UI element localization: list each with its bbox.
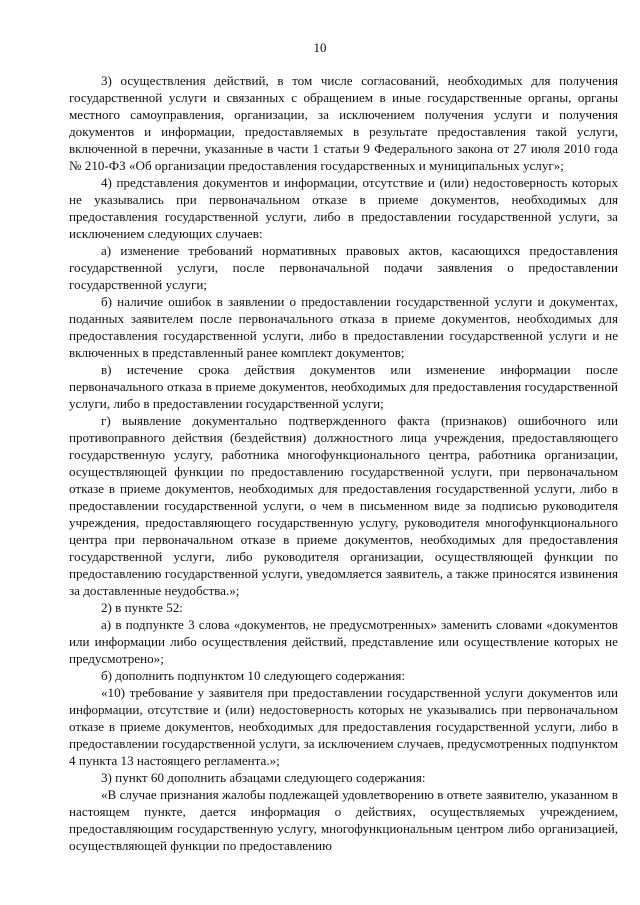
paragraph: 4) представления документов и информации, отсутствие и (или) недостоверность которых не указывались при первоначальном отказе в приеме документов, необходимых для предоставления государственной услуги, либо в предоставлении государственной услуги, за исключением следующих случаев: [69,175,618,241]
paragraph: б) дополнить подпунктом 10 следующего содержания: [101,668,406,683]
paragraph: г) выявление документально подтвержденного факта (признаков) ошибочного или противоправного действия (бездействия) должностного лица учреждения, предоставляющего государственную услугу, работника многофункционального центра, работника организации, осуществляющей функции по предоставлению государственной услуги, при первоначальном отказе в приеме документов, необходимых для предоставления государственной услуги, либо в предоставлении государственной услуги, о чем в письменном виде за подписью руководителя учреждения, предоставляющего государственную услугу, руководителя многофункционального центра при первоначальном отказе в приеме документов, необходимых для предоставления государственной услуги, либо руководителя организации, осуществляющей функции по предоставлению государственной услуги, уведомляется заявитель, а также приносятся извинения за доставленные неудобства.»; [69,413,618,598]
page-number: 10 [313,40,327,55]
paragraph: «10) требование у заявителя при предоставлении государственной услуги документов или информации, отсутствие и (или) недостоверность которых не указывались при первоначальном отказе в приеме документов, необходимых для предоставления государственной услуги, либо в предоставлении государственной услуги, за исключением случаев, предусмотренных подпунктом 4 пункта 13 настоящего регламента.»; [69,685,618,768]
paragraph: 3) пункт 60 дополнить абзацами следующего содержания: [101,770,426,785]
paragraph: 2) в пункте 52: [101,600,183,615]
paragraph: б) наличие ошибок в заявлении о предоставлении государственной услуги и документах, поданных заявителем после первоначального отказа в приеме документов, необходимых для предоставления государственной услуги, либо в предоставлении государственной услуги и не включенных в представленный ранее комплект документов; [69,294,618,360]
paragraph: 3) осуществления действий, в том числе согласований, необходимых для получения государственной услуги и связанных с обращением в иные государственные органы, органы местного самоуправления, организации, за исключением получения услуги и получения документов и информации, предоставляемых в результате предоставления такой услуги, включенной в перечни, указанные в части 1 статьи 9 Федерального закона от 27 июля 2010 года № 210-ФЗ «Об организации предоставления государственных и муниципальных услуг»; [69,73,618,173]
paragraph: «В случае признания жалобы подлежащей удовлетворению в ответе заявителю, указанном в настоящем пункте, дается информация о действиях, осуществляемых учреждением, предоставляющим государственную услугу, многофункциональным центром либо организацией, осуществляющей функции по предоставлению [69,787,618,853]
paragraph: а) в подпункте 3 слова «документов, не предусмотренных» заменить словами «документов или информации либо осуществления действий, представление или осуществление которых не предусмотрено»; [69,617,618,666]
paragraph: в) истечение срока действия документов или изменение информации после первоначального отказа в приеме документов, необходимых для предоставления государственной услуги, либо в предоставлении государственной услуги; [69,362,618,411]
document-body [69,72,618,854]
paragraph: а) изменение требований нормативных правовых актов, касающихся предоставления государственной услуги, после первоначальной подачи заявления о предоставлении государственной услуги; [69,243,618,292]
